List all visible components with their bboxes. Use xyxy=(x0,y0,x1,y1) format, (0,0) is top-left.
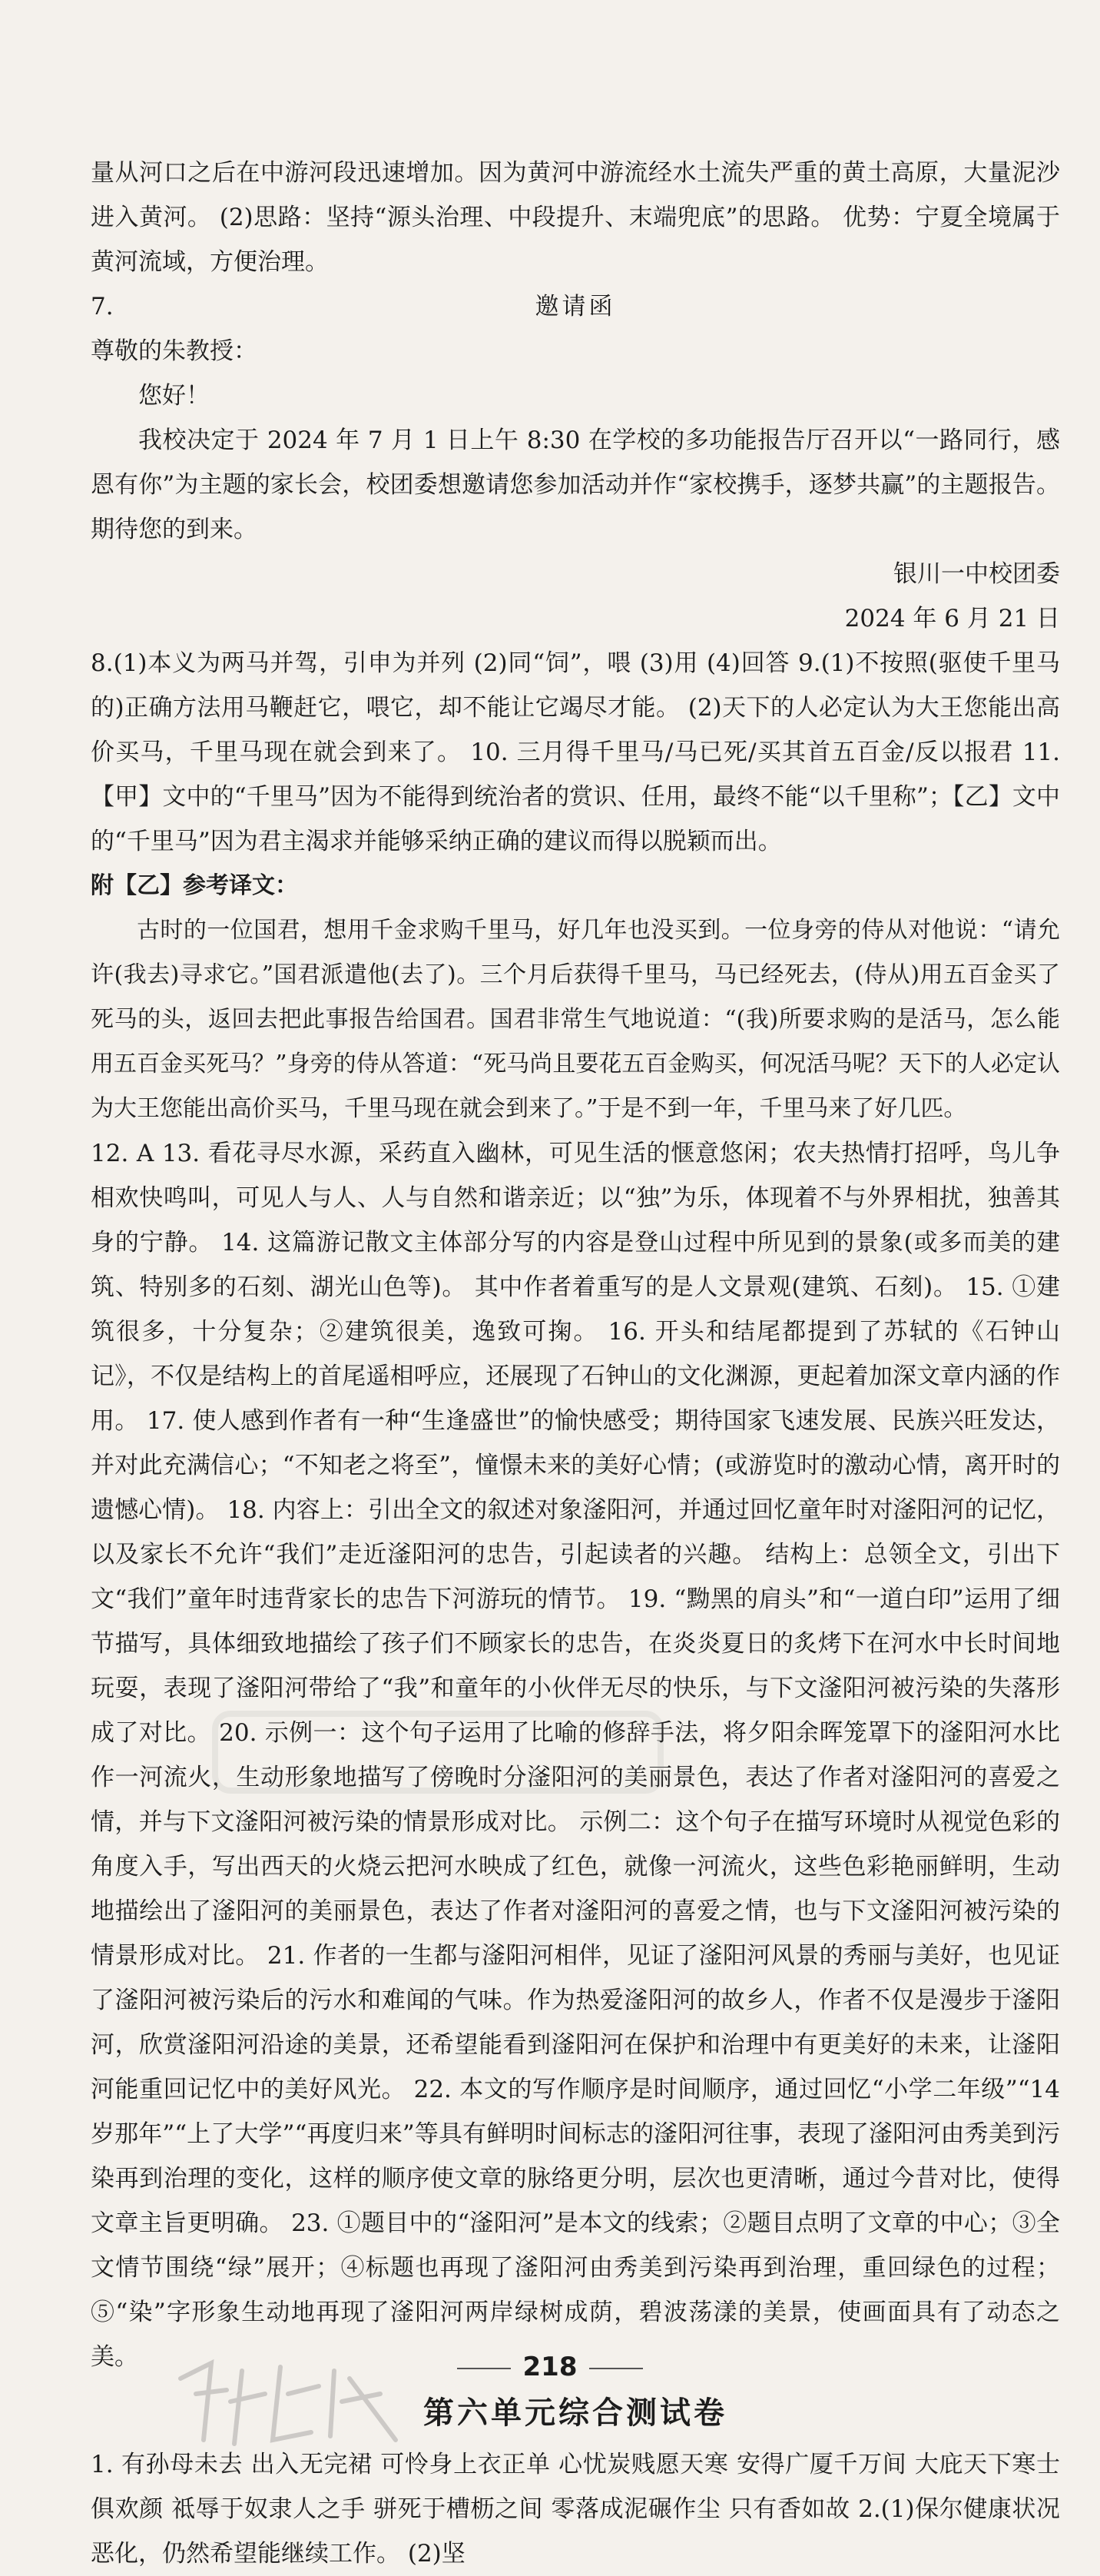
letter-date: 2024 年 6 月 21 日 xyxy=(844,605,1060,632)
letter-title: 邀请函 xyxy=(535,293,616,320)
watermark-logo xyxy=(165,2348,419,2455)
page-content xyxy=(91,151,1060,2576)
letter-salutation: 尊敬的朱教授： xyxy=(91,337,257,365)
letter-body: 我校决定于 2024 年 7 月 1 日上午 8:30 在学校的多功能报告厅召开以“一路同行，感恩有你”为主题的家长会，校团委想邀请您参加活动并作“家校携手，逐梦共赢”的主题报告。期待您的到来。 xyxy=(91,427,1060,543)
letter-signature: 银川一中校团委 xyxy=(893,560,1060,588)
appendix-text: 古时的一位国君，想用千金求购千里马，好几年也没买到。一位身旁的侍从对他说：“请允许(我去)寻求它。”国君派遣他(去了)。三个月后获得千里马，马已经死去，(侍从)用五百金买了死马的头，返回去把此事报告给国君。国君非常生气地说道：“(我)所要求购的是活马，怎么能用五百金买死马？”身旁的侍从答道：“死马尚且要花五百金购买，何况活马呢？天下的人必定认为大王您能出高价买马，千里马现在就会到来了。”于是不到一年，千里马来了好几匹。 xyxy=(91,917,1060,1122)
page-number: 218 xyxy=(0,2352,1100,2382)
faded-stamp-watermark xyxy=(207,1706,668,1798)
section-answers: 1. 有孙母未去 出入无完裙 可怜身上衣正单 心忧炭贱愿天寒 安得广厦千万间 大庇天下寒士俱欢颜 祗辱于奴隶人之手 骈死于槽枥之间 零落成泥碾作尘 只有香如故 2.(1)保尔健康状况恶化，仍然希望能继续工作。 (2)坚 xyxy=(91,2451,1060,2568)
section-title: 第六单元综合测试卷 xyxy=(423,2395,727,2431)
letter-header xyxy=(91,284,1060,329)
question-number: 7. xyxy=(91,293,114,320)
answers-8-11: 8.(1)本义为两马并驾，引申为并列 (2)同“饲”，喂 (3)用 (4)回答 9.(1)不按照(驱使千里马的)正确方法用马鞭赶它，喂它，却不能让它竭尽才能。 (2)天下的人必定认为大王您能出高价买马，千里马现在就会到来了。 10. 三月得千里马/马已死/买其首五百金/反以报君 11.【甲】文中的“千里马”因为不能得到统治者的赏识、任用，最终不能“以千里称”；【乙】文中的“千里马”因为君主渴求并能够采纳正确的建议而得以脱颖而出。 xyxy=(91,649,1060,855)
answers-12-23: 12. A 13. 看花寻尽水源，采药直入幽林，可见生活的惬意悠闲；农夫热情打招呼，鸟儿争相欢快鸣叫，可见人与人、人与自然和谐亲近；以“独”为乐，体现着不与外界相扰，独善其身的宁静。 14. 这篇游记散文主体部分写的内容是登山过程中所见到的景象(或多而美的建筑、特别多的石刻、湖光山色等)。 其中作者着重写的是人文景观(建筑、石刻)。 15. ①建筑很多，十分复杂；②建筑很美，逸致可掬。 16. 开头和结尾都提到了苏轼的《石钟山记》，不仅是结构上的首尾遥相呼应，还展现了石钟山的文化渊源，更起着加深文章内涵的作用。 17. 使人感到作者有一种“生逢盛世”的愉快感受；期待国家飞速发展、民族兴旺发达，并对此充满信心；“不知老之将至”，憧憬未来的美好心情；(或游览时的激动心情，离开时的遗憾心情)。 18. 内容上：引出全文的叙述对象滏阳河，并通过回忆童年时对滏阳河的记忆，以及家长不允许“我们”走近滏阳河的忠告，引起读者的兴趣。 结构上：总领全文，引出下文“我们”童年时违背家长的忠告下河游玩的情节。 19. “黝黑的肩头”和“一道白印”运用了细节描写，具体细致地描绘了孩子们不顾家长的忠告，在炎炎夏日的炙烤下在河水中长时间地玩耍，表现了滏阳河带给了“我”和童年的小伙伴无尽的快乐，与下文滏阳河被污染的失落形成了对比。 20. 示例一：这个句子运用了比喻的修辞手法，将夕阳余晖笼罩下的滏阳河水比作一河流火，生动形象地描写了傍晚时分滏阳河的美丽景色，表达了作者对滏阳河的喜爱之情，并与下文滏阳河被污染的情景形成对比。 示例二：这个句子在描写环境时从视觉色彩的角度入手，写出西天的火烧云把河水映成了红色，就像一河流火，这些色彩艳丽鲜明，生动地描绘出了滏阳河的美丽景色，表达了作者对滏阳河的喜爱之情，也与下文滏阳河被污染的情景形成对比。 21. 作者的一生都与滏阳河相伴，见证了滏阳河风景的秀丽与美好，也见证了滏阳河被污染后的污水和难闻的气味。作为热爱滏阳河的故乡人，作者不仅是漫步于滏阳河，欣赏滏阳河沿途的美景，还希望能看到滏阳河在保护和治理中有更美好的未来，让滏阳河能重回记忆中的美好风光。 22. 本文的写作顺序是时间顺序，通过回忆“小学二年级”“14 岁那年”“上了大学”“再度归来”等具有鲜明时间标志的滏阳河往事，表现了滏阳河由秀美到污染再到治理的变化，这样的顺序使文章的脉络更分明，层次也更清晰，通过今昔对比，使得文章主旨更明确。 23. ①题目中的“滏阳河”是本文的线索；②题目点明了文章的中心；③全文情节围绕“绿”展开；④标题也再现了滏阳河由秀美到污染再到治理，重回绿色的过程；⑤“染”字形象生动地再现了滏阳河两岸绿树成荫，碧波荡漾的美景，使画面具有了动态之美。 xyxy=(91,1140,1060,2371)
letter-greeting: 您好！ xyxy=(138,382,210,410)
appendix-translation xyxy=(91,908,1060,1131)
answer-paragraph-top: 量从河口之后在中游河段迅速增加。因为黄河中游流经水土流失严重的黄土高原，大量泥沙进入黄河。 (2)思路：坚持“源头治理、中段提升、末端兜底”的思路。 优势：宁夏全境属于黄河流域，方便治理。 xyxy=(91,159,1060,276)
appendix-heading: 附【乙】参考译文： xyxy=(91,872,298,899)
